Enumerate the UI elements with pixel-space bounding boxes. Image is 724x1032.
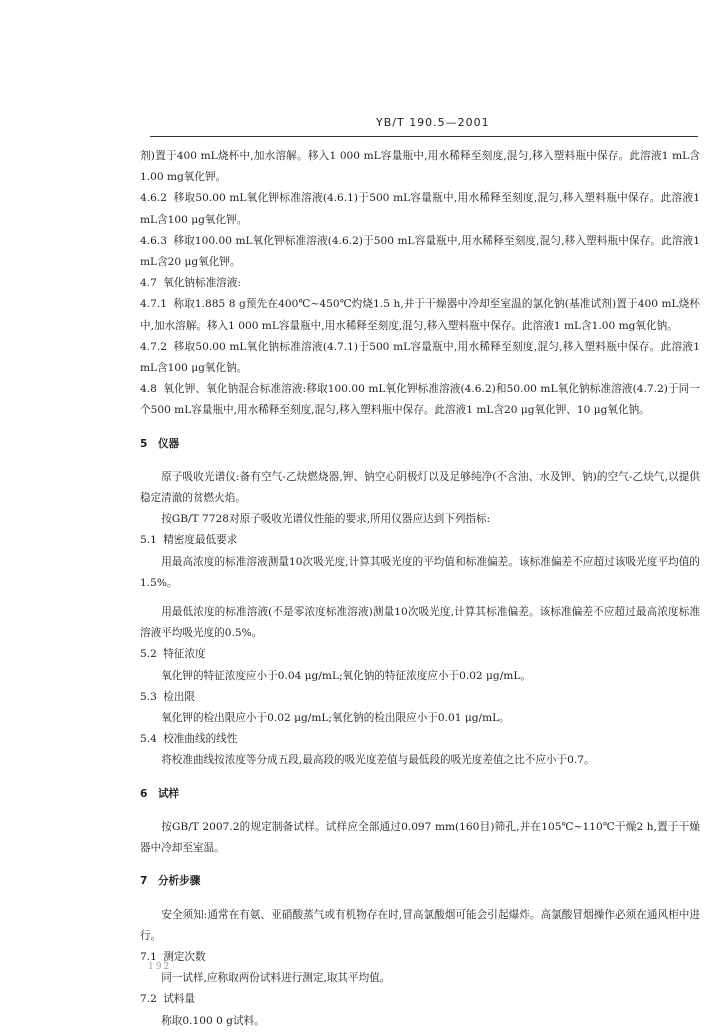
clause-number: 5.2: [140, 648, 157, 661]
clause-number: 4.7: [140, 277, 157, 290]
clause-number: 7.1: [140, 950, 157, 963]
section-title: 仪器: [157, 437, 180, 450]
clause-5-2: [140, 644, 700, 665]
clause-5-1: [140, 530, 700, 551]
clause-number: 4.7.2: [140, 340, 167, 353]
paragraph-5-1-a: 用最高浓度的标准溶液测量10次吸光度,计算其吸光度的平均值和标准偏差。该标准偏差不应超过该吸光度平均值的1.5%。: [140, 555, 700, 589]
clause-text: 氧化钠标准溶液:: [163, 277, 241, 290]
clause-number: 4.6.3: [140, 234, 167, 247]
clause-text: 移取50.00 mL氧化钠标准溶液(4.7.1)于500 mL容量瓶中,用水稀释至刻度,混匀,移入塑料瓶中保存。此溶液1 mL含100 μg氧化钠。: [140, 340, 700, 375]
section-5-heading: [140, 434, 700, 455]
clause-text: 检出限: [163, 690, 195, 703]
clause-number: 4.8: [140, 383, 157, 396]
clause-number: 4.6.2: [140, 192, 167, 205]
section-title: 试样: [157, 787, 180, 800]
clause-text: 测定次数: [163, 950, 206, 963]
paragraph-5-1-b: 用最低浓度的标准溶液(不是零浓度标准溶液)测量10次吸光度,计算其标准偏差。该标准偏差不应超过最高浓度标准溶液平均吸光度的0.5%。: [140, 606, 700, 640]
clause-text: 移取50.00 mL氧化钾标准溶液(4.6.1)于500 mL容量瓶中,用水稀释至刻度,混匀,移入塑料瓶中保存。此溶液1 mL含100 μg氧化钾。: [140, 192, 700, 226]
document-body: [140, 146, 700, 1032]
paragraph-4-6-1-continued: 剂)置于400 mL烧杯中,加水溶解。移入1 000 mL容量瓶中,用水稀释至刻度,混匀,移入塑料瓶中保存。此溶液1 mL含1.00 mg氧化钾。: [140, 150, 700, 184]
clause-7-2: [140, 989, 700, 1010]
standard-code-header: YB/T 190.5—2001: [376, 116, 490, 129]
paragraph-6: 按GB/T 2007.2的规定制备试样。试样应全部通过0.097 mm(160目)筛孔,并在105℃~110℃干燥2 h,置于干燥器中冷却至室温。: [140, 820, 700, 855]
clause-4-7: [140, 273, 700, 294]
section-number: 6: [140, 787, 148, 800]
paragraph-7-2: 称取0.100 0 g试料。: [161, 1014, 265, 1027]
paragraph-5-instrument: 原子吸收光谱仪:备有空气-乙炔燃烧器,钾、钠空心阴极灯以及足够纯净(不含油、水及钾、钠)的空气-乙炔气,以提供稳定清澈的贫燃火焰。: [140, 470, 700, 505]
clause-4-6-2: [140, 188, 700, 230]
paragraph-5-requirements: 按GB/T 7728对原子吸收光谱仪性能的要求,所用仪器应达到下列指标:: [161, 513, 491, 526]
clause-number: 4.7.1: [140, 298, 167, 311]
clause-4-7-1: [140, 294, 700, 336]
clause-4-6-3: [140, 231, 700, 273]
clause-7-1: [140, 947, 700, 968]
section-number: 5: [140, 437, 148, 450]
section-6-heading: [140, 784, 700, 805]
clause-text: 精密度最低要求: [163, 534, 238, 547]
page-number: 192: [148, 962, 172, 972]
clause-5-4: [140, 729, 700, 750]
clause-5-3: [140, 687, 700, 708]
paragraph-7-safety: 安全须知:通常在有氨、亚硝酸蒸气或有机物存在时,冒高氯酸烟可能会引起爆炸。高氯酸冒烟操作必须在通风柜中进行。: [140, 908, 700, 942]
clause-4-8: [140, 379, 700, 421]
clause-4-7-2: [140, 337, 700, 379]
clause-text: 特征浓度: [163, 648, 206, 661]
clause-text: 称取1.885 8 g预先在400℃~450℃灼烧1.5 h,并于干燥器中冷却至室温的氯化钠(基准试剂)置于400 mL烧杯中,加水溶解。移入1 000 mL容量瓶中,用水稀释至刻度,混匀,移入塑料瓶中保存。此溶液1 mL含1.00 mg氧化钠。: [140, 298, 700, 332]
paragraph-5-4: 将校准曲线按浓度等分成五段,最高段的吸光度差值与最低段的吸光度差值之比不应小于0.7。: [161, 754, 595, 767]
clause-text: 试料量: [163, 993, 195, 1006]
section-number: 7: [140, 875, 148, 888]
paragraph-5-3: 氧化钾的检出限应小于0.02 μg/mL;氧化钠的检出限应小于0.01 μg/mL。: [161, 712, 510, 725]
paragraph-5-2: 氧化钾的特征浓度应小于0.04 μg/mL;氧化钠的特征浓度应小于0.02 μg/mL。: [161, 669, 531, 682]
clause-number: 7.2: [140, 993, 157, 1006]
clause-text: 校准曲线的线性: [163, 733, 238, 746]
section-title: 分析步骤: [157, 875, 201, 888]
clause-number: 5.4: [140, 733, 157, 746]
clause-number: 5.3: [140, 690, 157, 703]
clause-text: 移取100.00 mL氧化钾标准溶液(4.6.2)于500 mL容量瓶中,用水稀释至刻度,混匀,移入塑料瓶中保存。此溶液1 mL含20 μg氧化钾。: [140, 234, 700, 269]
clause-text: 氧化钾、氧化钠混合标准溶液:移取100.00 mL氧化钾标准溶液(4.6.2)和50.00 mL氧化钠标准溶液(4.7.2)于同一个500 mL容量瓶中,用水稀释至刻度,混匀,移入塑料瓶中保存。此溶液1 mL含20 μg氧化钾、10 μg氧化钠。: [140, 383, 700, 417]
paragraph-7-1: 同一试样,应称取两份试料进行测定,取其平均值。: [161, 972, 391, 985]
clause-number: 5.1: [140, 534, 157, 547]
section-7-heading: [140, 871, 700, 892]
header-rule: [150, 136, 698, 137]
